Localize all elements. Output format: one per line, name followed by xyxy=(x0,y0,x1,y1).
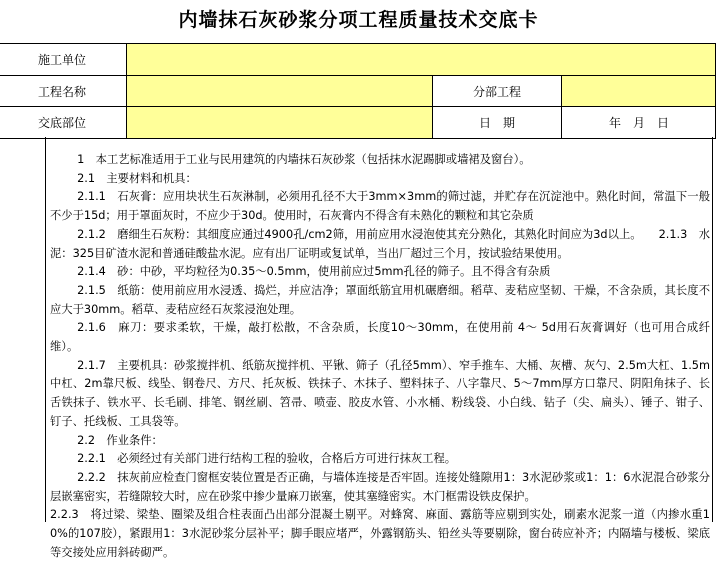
location-value[interactable] xyxy=(127,107,432,138)
para-conditions-heading: 2.2 作业条件： xyxy=(77,433,163,447)
unit-label: 施工单位 xyxy=(38,53,87,67)
unit-value[interactable] xyxy=(127,44,716,75)
para-hemp-fiber: 2.1.6 麻刀：要求柔软，干燥，敲打松散，不含杂质，长度10～30mm，在使用前 4～ 5d用石灰膏调好（也可用合成纤维）。 xyxy=(50,321,710,354)
location-label: 交底部位 xyxy=(38,116,87,130)
page-title: 内墙抹石灰砂浆分项工程质量技术交底卡 xyxy=(178,9,539,31)
para-sand: 2.1.4 砂：中砂，平均粒径为0.35～0.5mm，使用前应过5mm孔径的筛子。且不得含有杂质 xyxy=(77,265,551,279)
project-label: 工程名称 xyxy=(38,84,87,99)
para-scope: 1 本工艺标准适用于工业与民用建筑的内墙抹石灰砂浆（包括抹水泥踢脚或墙裙及窗台）。 xyxy=(77,153,531,166)
sub-project-value[interactable] xyxy=(562,76,716,106)
para-paper-fiber: 2.1.5 纸筋：使用前应用水浸透、捣烂，并应洁净；罩面纸筋宜用机碾磨细。稻草、麦秸应坚韧、干燥，不含杂质，其长度不应大于30mm。稻草、麦秸应经石灰浆浸泡处理。 xyxy=(50,283,710,316)
date-label: 日 期 xyxy=(478,116,515,130)
header-table xyxy=(0,43,716,139)
para-materials-heading: 2.1 主要材料和机具： xyxy=(77,171,197,185)
para-surface-prep: 2.2.3 将过梁、梁垫、圈梁及组合柱表面凸出部分混凝土剔平。对蜂窝、麻面、露筋等应剔到实处，刷素水泥浆一道（内掺水重10%的107胶），紧跟用1：3水泥砂浆分层补平；脚手眼应堵严，外露钢筋头、铅丝头等要剔除，窗台砖应补齐；内隔墙与楼板、梁底等交接处应用斜砖砌严。 xyxy=(50,508,710,559)
para-tools: 2.1.7 主要机具：砂浆搅拌机、纸筋灰搅拌机、平锹、筛子（孔径5mm）、窄手推车、大桶、灰槽、灰勺、2.5m大杠、1.5m中杠、2m靠尺板、线坠、钢卷尺、方尺、托灰板、铁抹子、木抹子、塑料抹子、八字靠尺、5～7mm厚方口靠尺、阴阳角抹子、长舌铁抹子、铁水平、长毛刷、排笔、钢丝刷、笤帚、喷壶、胶皮水管、小水桶、粉线袋、小白线、钻子（尖、扁头）、锤子、钳子、钉子、托线板、工具袋等。 xyxy=(50,358,710,428)
para-quicklime-cement: 2.1.2 磨细生石灰粉：其细度应通过4900孔/cm2筛，用前应用水浸泡使其充分熟化，其熟化时间应为3d以上。 2.1.3 水泥：325目矿渣水泥和普通硅酸盐水泥。应有出厂证明或复试单，当出厂超过三个月，按试验结果使用。 xyxy=(50,227,710,260)
para-lime-paste: 2.1.1 石灰膏：应用块状生石灰淋制，必须用孔径不大于3mm×3mm的筛过滤，并贮存在沉淀池中。熟化时间，常温下一般不少于15d；用于罩面灰时，不应少于30d。使用时，石灰膏内不得含有未熟化的颗粒和其它杂质 xyxy=(50,190,710,223)
para-frame-check: 2.2.2 抹灰前应检查门窗框安装位置是否正确，与墙体连接是否牢固。连接处缝隙用1：3水泥砂浆或1：1：6水泥混合砂浆分层嵌塞密实，若缝隙较大时，应在砂浆中掺少量麻刀嵌塞，使其塞缝密实。木门框需设铁皮保护。 xyxy=(50,470,710,503)
para-acceptance: 2.2.1 必须经过有关部门进行结构工程的验收，合格后方可进行抹灰工程。 xyxy=(77,452,457,466)
project-value[interactable] xyxy=(127,76,432,106)
content-body xyxy=(45,137,713,559)
date-value[interactable]: 年 月 日 xyxy=(608,116,669,130)
sub-project-label: 分部工程 xyxy=(472,84,521,99)
